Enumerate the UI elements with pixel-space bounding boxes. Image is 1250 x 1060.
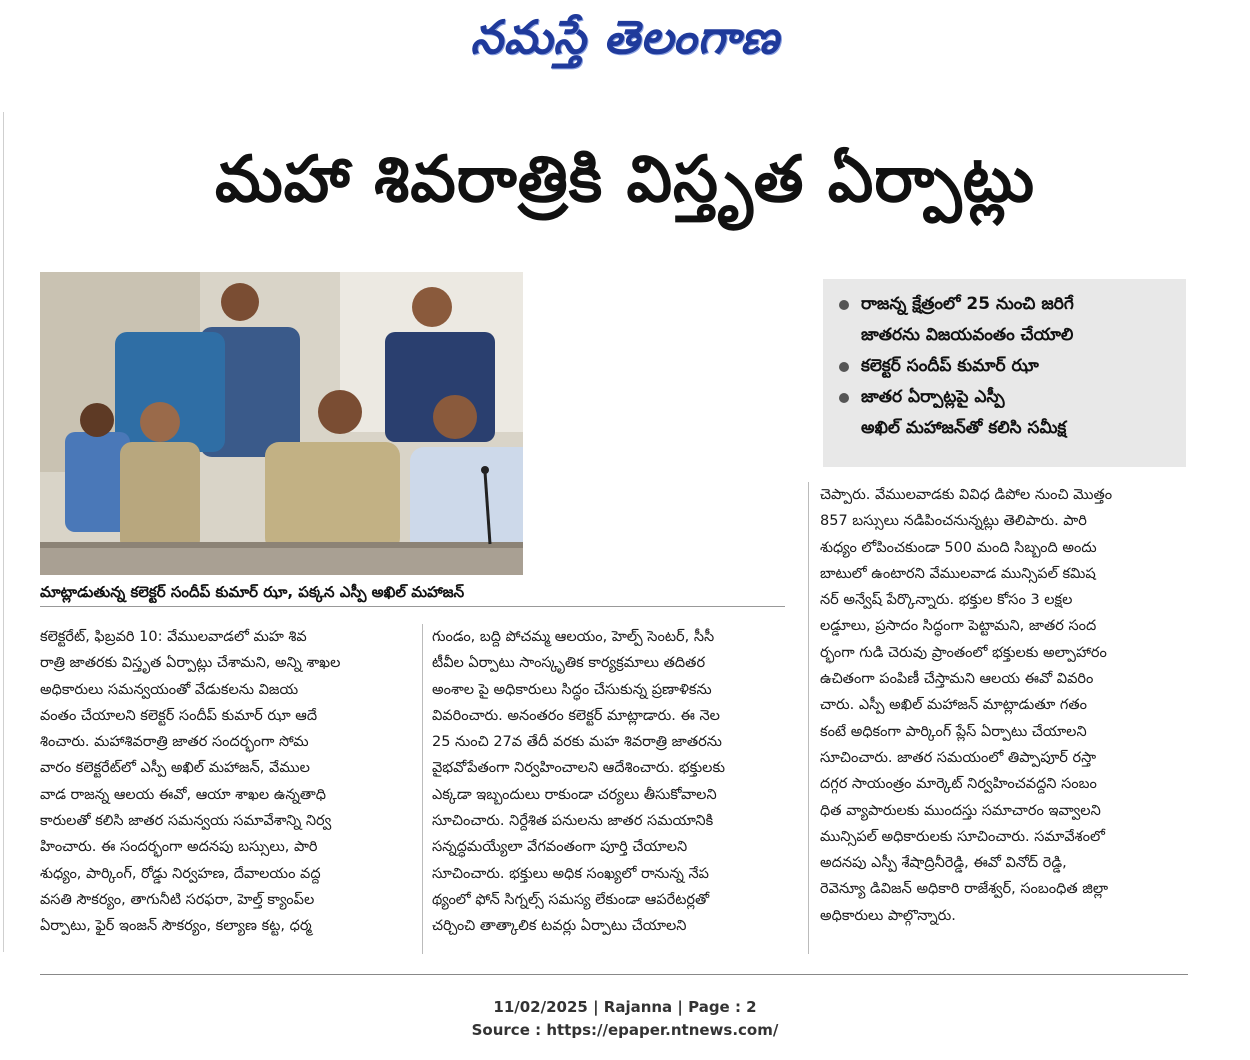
footer-source-link[interactable]: Source : https://epaper.ntnews.com/ — [471, 1021, 779, 1039]
article-line: సూచించారు. జాతర సమయంలో తిప్పాపూర్ రస్తా — [820, 749, 1097, 766]
article-line: అధికారులు పాల్గొన్నారు. — [820, 907, 956, 924]
article-line: నర్ అన్వేష్ పేర్కొన్నారు. భక్తుల కోసం 3 లక్షల — [820, 592, 1073, 609]
article-line: సన్నద్ధమయ్యేలా వేగవంతంగా పూర్తి చేయాలని — [432, 839, 688, 856]
article-line: వంతం చేయాలని కలెక్టర్ సందీప్ కుమార్ ఝా ఆదే — [40, 707, 318, 724]
masthead-logo-text: నమస్తే తెలంగాణ — [470, 10, 780, 64]
article-line: 857 బస్సులు నడిపించనున్నట్లు తెలిపారు. పారి — [820, 513, 1087, 530]
bullet-icon — [839, 393, 849, 403]
article-line: 25 నుంచి 27వ తేదీ వరకు మహ శివరాత్రి జాతరను — [432, 734, 722, 751]
highlights-box — [823, 279, 1186, 467]
article-line: చర్చించి తాత్కాలిక టవర్లు ఏర్పాటు చేయాలని — [432, 918, 687, 935]
highlight-line: జాతరను విజయవంతం చేయాలి — [861, 325, 1074, 345]
article-line: సూచించారు. నిర్దేశిత పనులను జాతర సమయానికి — [432, 813, 714, 830]
article-column-3 — [820, 482, 1186, 929]
highlight-line: అఖిల్ మహాజన్‌తో కలిసి సమీక్ష — [861, 418, 1067, 438]
page-left-rule — [3, 112, 4, 952]
article-line: వారం కలెక్టరేట్‌లో ఎస్పీ అఖిల్ మహాజన్, వేముల — [40, 760, 310, 777]
article-column-2 — [432, 624, 796, 940]
article-line: ధిత వ్యాపారులకు ముందస్తు సమాచారం ఇవ్వాలని — [820, 802, 1101, 819]
column-divider — [808, 482, 809, 954]
article-line: కారులతో కలిసి జాతర సమన్వయ సమావేశాన్ని నిర్వ — [40, 813, 332, 830]
highlight-item — [839, 382, 1176, 444]
footer-date-page: 11/02/2025 | Rajanna | Page : 2 — [493, 998, 757, 1016]
article-line: హించారు. ఈ సందర్భంగా అదనపు బస్సులు, పారి — [40, 839, 318, 856]
article-line: శుధ్యం లోపించకుండా 500 మంది సిబ్బంది అందు — [820, 539, 1097, 556]
article-line: కంటే అధికంగా పార్కింగ్ ప్లేస్ ఏర్పాటు చేయాలని — [820, 723, 1087, 740]
highlight-item — [839, 351, 1176, 382]
article-line: అదనపు ఎస్పీ శేషాద్రినీరెడ్డి, ఈవో వినోద్ రెడ్డి, — [820, 855, 1067, 872]
article-line: చెప్పారు. వేములవాడకు వివిధ డిపోల నుంచి మొత్తం — [820, 487, 1113, 503]
article-line: శించారు. మహాశివరాత్రి జాతర సందర్భంగా సోమ — [40, 734, 309, 751]
article-line: బాటులో ఉంటారని వేములవాడ మున్సిపల్ కమిష — [820, 565, 1096, 582]
highlight-line: రాజన్న క్షేత్రంలో 25 నుంచి జరిగే — [861, 294, 1074, 314]
masthead — [0, 8, 1250, 78]
bottom-rule — [40, 974, 1188, 975]
article-line: చారు. ఎస్పీ అఖిల్ మహాజన్ మాట్లాడుతూ గతం — [820, 697, 1087, 714]
article-line: ఎక్కడా ఇబ్బందులు రాకుండా చర్యలు తీసుకోవాలని — [432, 786, 717, 803]
article-line: వసతి సౌకర్యం, తాగునీటి సరఫరా, హెల్త్ క్యాంప్‌ల — [40, 891, 315, 908]
article-column-1 — [40, 624, 412, 940]
headline-text: మహా శివరాత్రికి విస్తృత ఏర్పాట్లు — [214, 142, 1036, 217]
article-line: ఏర్పాటు, ఫైర్ ఇంజన్ సౌకర్యం, కల్యాణ కట్ట, ధర్మ — [40, 918, 312, 935]
article-line: రెవెన్యూ డివిజన్ అధికారి రాజేశ్వర్, సంబంధిత జిల్లా — [820, 881, 1109, 898]
bullet-icon — [839, 362, 849, 372]
column-divider — [422, 624, 423, 954]
headline — [30, 132, 1220, 242]
article-line: అధికారులు సమన్వయంతో వేడుకలను విజయ — [40, 681, 299, 698]
bullet-icon — [839, 300, 849, 310]
article-line: ర్భంగా గుడి చెరువు ప్రాంతంలో భక్తులకు అల్పాహారం — [820, 644, 1107, 661]
highlight-item — [839, 289, 1176, 351]
article-line: దగ్గర సాయంత్రం మార్కెట్ నిర్వహించవద్దని సంబం — [820, 776, 1097, 793]
article-line: రాత్రి జాతరకు విస్తృత ఏర్పాట్లు చేశామని, అన్ని శాఖల — [40, 655, 341, 672]
highlight-line: కలెక్టర్ సందీప్ కుమార్ ఝా — [861, 356, 1039, 376]
article-line: వాడ రాజన్న ఆలయ ఈవో, ఆయా శాఖల ఉన్నతాధి — [40, 786, 326, 803]
article-line: థ్యంలో ఫోన్ సిగ్నల్స్ సమస్య లేకుండా ఆపరేటర్లతో — [432, 891, 710, 908]
article-line: మున్సిపల్ అధికారులకు సూచించారు. సమావేశంలో — [820, 828, 1105, 845]
article-line: శుధ్యం, పార్కింగ్, రోడ్డు నిర్వహణ, దేవాలయం వద్ద — [40, 865, 321, 882]
article-line: అంశాల పై అధికారులు సిద్ధం చేసుకున్న ప్రణాళికను — [432, 681, 712, 698]
article-line: కలెక్టరేట్, ఫిబ్రవరి 10: వేములవాడలో మహ శివ — [40, 629, 307, 645]
article-line: ఉచితంగా పంపిణీ చేస్తామని ఆలయ ఈవో వివరిం — [820, 671, 1094, 688]
photo-caption: మాట్లాడుతున్న కలెక్టర్ సందీప్ కుమార్ ఝా, పక్కన ఎస్పీ అఖిల్ మహాజన్ — [40, 583, 465, 601]
highlight-line: జాతర ఏర్పాట్లపై ఎస్పీ — [861, 387, 1005, 407]
article-line: వివరించారు. అనంతరం కలెక్టర్ మాట్లాడారు. ఈ నెల — [432, 707, 720, 724]
article-line: గుండం, బద్ది పోచమ్మ ఆలయం, హెల్ప్ సెంటర్, సీసీ — [432, 629, 715, 645]
article-line: వైభవోపేతంగా నిర్వహించాలని ఆదేశించారు. భక్తులకు — [432, 760, 726, 777]
article-line: సూచించారు. భక్తులు అధిక సంఖ్యలో రానున్న నేప — [432, 865, 709, 882]
article-line: లడ్డూలు, ప్రసాదం సిద్ధంగా పెట్టామని, జాతర సంద — [820, 618, 1097, 635]
news-photo — [40, 272, 523, 575]
caption-rule — [40, 606, 785, 607]
article-line: టీవీల ఏర్పాటు సాంస్కృతిక కార్యక్రమాలు తదితర — [432, 655, 706, 672]
